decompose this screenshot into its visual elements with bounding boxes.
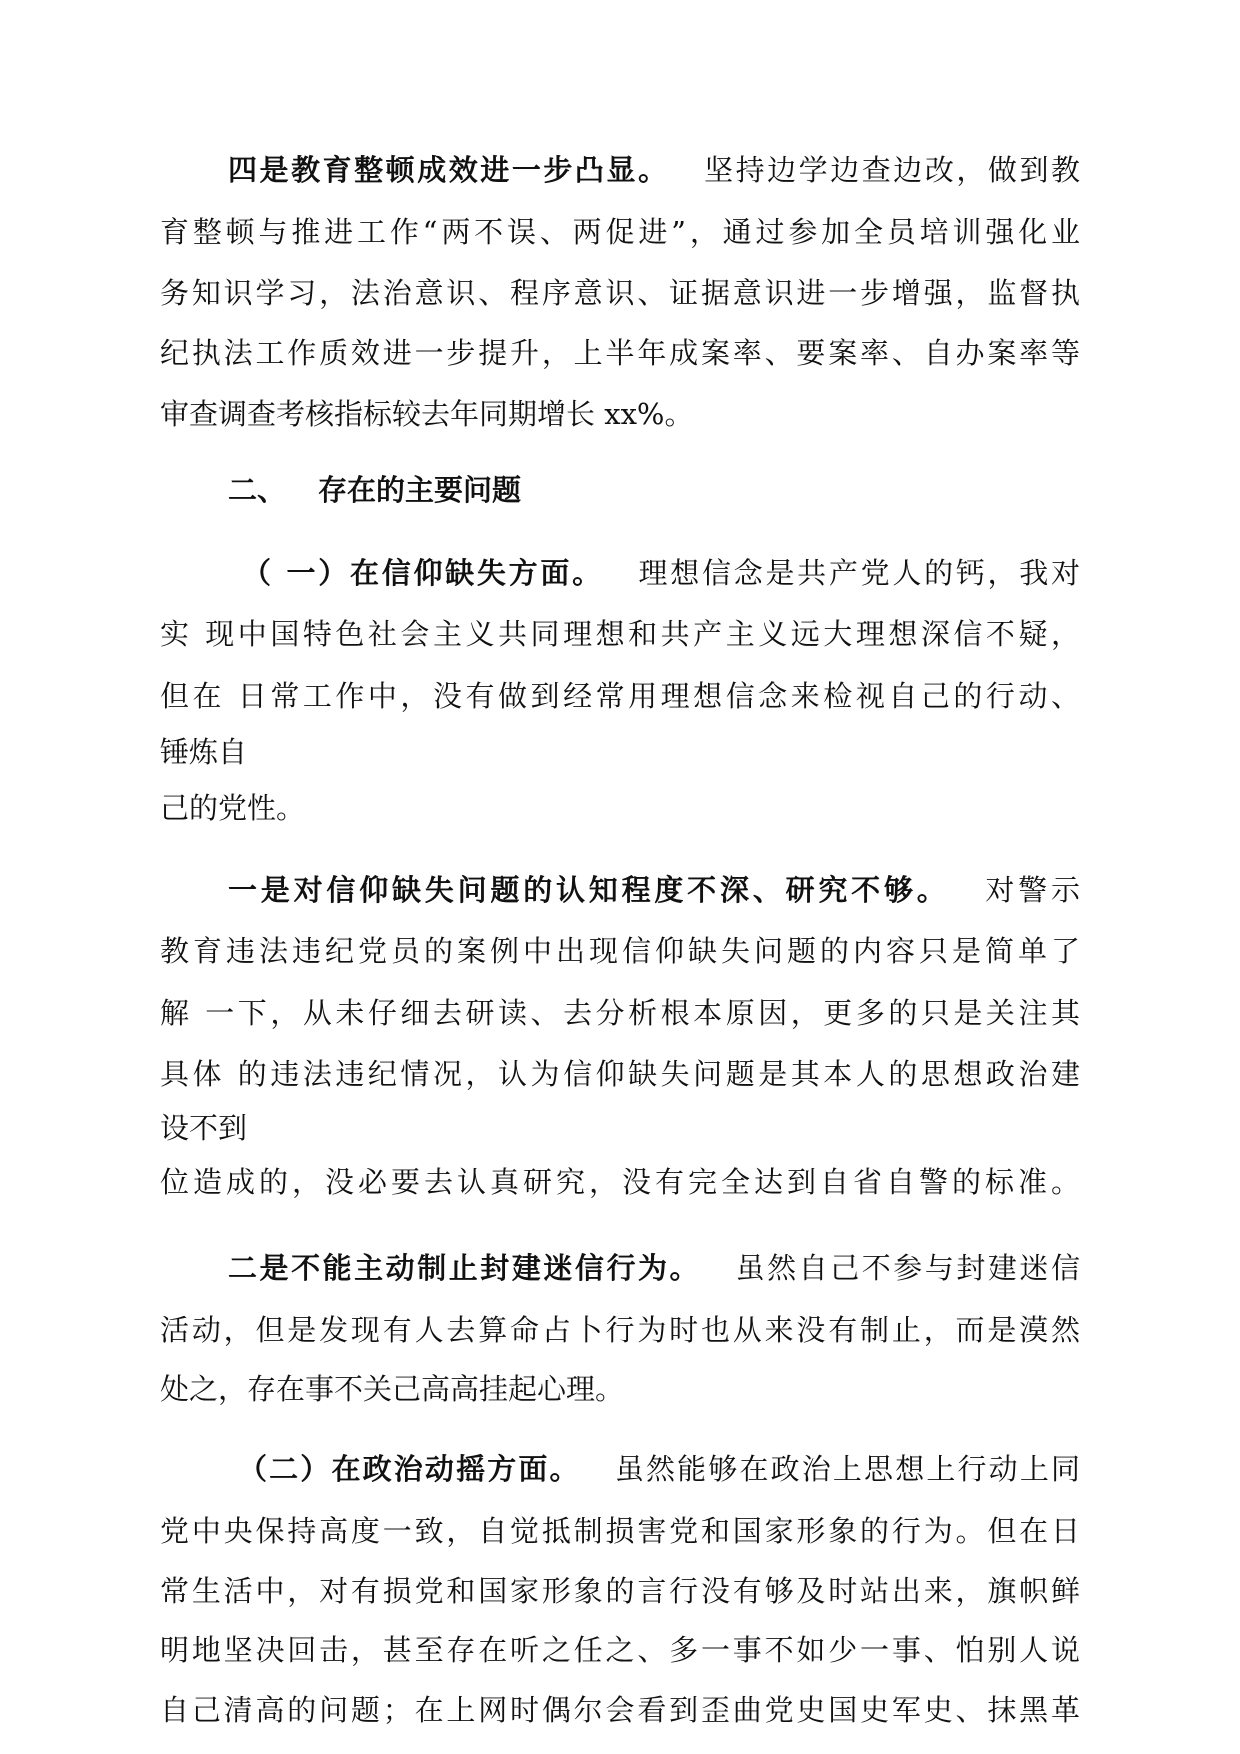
paragraph-line (160, 860, 1080, 920)
paragraph-text: 坚持边学边查边改，做到教 (701, 153, 1080, 187)
paragraph-line (160, 1439, 1080, 1499)
paragraph-line: 但在 日常工作中，没有做到经常用理想信念来检视自己的行动、 (160, 678, 1080, 713)
paragraph-text: 虽然自己不参与封建迷信 (733, 1251, 1080, 1286)
paragraph-text: 对警示 (981, 872, 1080, 907)
paragraph-line: 务知识学习，法治意识、程序意识、证据意识进一步增强，监督执 (160, 276, 1080, 311)
paragraph-line: 己的党性。 (160, 790, 306, 825)
paragraph-line: 实 现中国特色社会主义共同理想和共产主义远大理想深信不疑， (160, 617, 1080, 652)
paragraph-line: 教育违法违纪党员的案例中出现信仰缺失问题的内容只是简单了 (160, 934, 1080, 969)
paragraph-heading: 一是对信仰缺失问题的认知程度不深、研究不够。 (228, 872, 950, 907)
paragraph-line (160, 543, 1080, 603)
paragraph-line: 自己清高的问题；在上网时偶尔会看到歪曲党史国史军史、抹黑革 (160, 1693, 1080, 1727)
section-title: 存在的主要问题 (318, 472, 522, 507)
paragraph-line: 党中央保持高度一致，自觉抵制损害党和国家形象的行为。但在日 (160, 1514, 1080, 1549)
paragraph-line: 设不到 (160, 1111, 248, 1146)
paragraph-heading: （二）在政治动摇方面。 (238, 1452, 581, 1487)
paragraph-line: 处之，存在事不关己高高挂起心理。 (160, 1372, 625, 1407)
paragraph-line: 审查调查考核指标较去年同期增长 xx%。 (160, 397, 694, 432)
paragraph-line: 具体 的违法违纪情况，认为信仰缺失问题是其本人的思想政治建 (160, 1057, 1080, 1092)
paragraph-line (160, 140, 1080, 200)
paragraph-line: 锤炼自 (160, 734, 248, 769)
paragraph-line: 纪执法工作质效进一步提升，上半年成案率、要案率、自办案率等 (160, 335, 1080, 370)
paragraph-text: 虽然能够在政治上思想上行动上同 (612, 1452, 1080, 1487)
section-number: 二、 (228, 472, 287, 507)
paragraph-line: 活动，但是发现有人去算命占卜行为时也从来没有制止，而是漠然 (160, 1312, 1080, 1347)
paragraph-heading: 四是教育整顿成效进一步凸显。 (228, 153, 670, 187)
paragraph-line: 解 一下，从未仔细去研读、去分析根本原因，更多的只是关注其 (160, 995, 1080, 1030)
paragraph-heading: 二是不能主动制止封建迷信行为。 (228, 1251, 702, 1286)
paragraph-line: 常生活中，对有损党和国家形象的言行没有够及时站出来，旗帜鲜 (160, 1573, 1080, 1608)
paragraph-line: 位造成的，没必要去认真研究，没有完全达到自省自警的标准。 (160, 1165, 1080, 1200)
section-heading (228, 460, 828, 520)
paragraph-line: 明地坚决回击，甚至存在听之任之、多一事不如少一事、怕别人说 (160, 1633, 1080, 1668)
paragraph-line: 育整顿与推进工作“两不误、两促进”，通过参加全员培训强化业 (160, 214, 1080, 249)
paragraph-text: 理想信念是共产党人的钙，我对 (635, 555, 1080, 590)
paragraph-line (160, 1238, 1080, 1298)
paragraph-heading: （ 一）在信仰缺失方面。 (242, 555, 604, 590)
